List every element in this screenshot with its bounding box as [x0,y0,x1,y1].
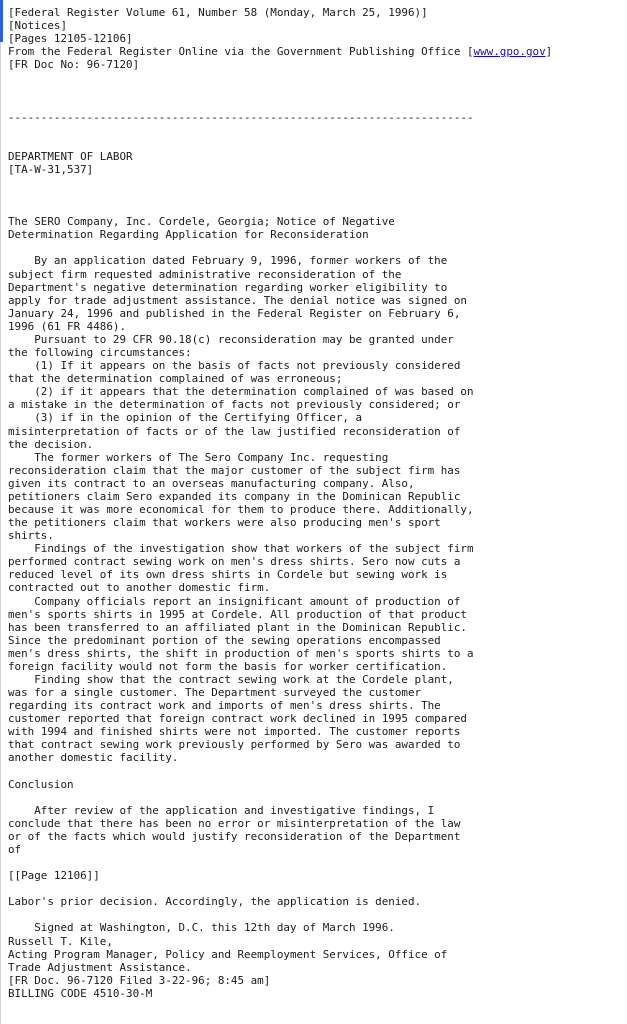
conclusion-text: After review of the application and investigative findings, I conclude that there has been no error or misinterpretation of the law or of the facts which would justify reconsideration of the Department of [8,803,461,856]
signatory-name: Russell T. Kile, [8,934,113,948]
notice-title-line1: The SERO Company, Inc. Cordele, Georgia; Notice of Negative [8,215,395,229]
fr-doc-filed-line: [FR Doc. 96-7120 Filed 3-22-96; 8:45 am] [8,973,271,987]
separator-line: ----------------------------------------------------------------------- [8,110,474,124]
header-pages-line: [Pages 12105-12106] [8,32,133,46]
header-source-suffix: ] [545,45,553,59]
body-text: By an application dated February 9, 1996, former workers of the subject firm requested administrative reconsideration of the Department's negative determination regarding worker eligibility to apply for trade adjustment assistance. The denial notice was signed on January 24, 1996 and published in the Federal Register on February 6, 1996 (61 FR 4486). Pursuant to 29 CFR 90.18(c) reconsideration may be granted under the following circumstances: (1) If it appears on the basis of facts not previously considered that the determination complained of was erroneous; (2) if it appears that the determination complained of was based on a mistake in the determination of facts not previously considered; or (3) if in the opinion of the Certifying Officer, a misinterpretation of facts or of the law justified reconsideration of the decision. The former workers of The Sero Company Inc. requesting reconsideration claim that the major customer of the subject firm has given its contract to an overseas manufacturing company. Also, petitioners claim Sero expanded its company in the Dominican Republic because it was more economical for them to produce there. Additionally, the petitioners claim that workers were also producing men's sport shirts. Findings of the investigation show that workers of the subject firm performed contract sewing work on men's dress shirts. Sero now cuts a reduced level of its own dress shirts in Cordele but sewing work is contracted out to another domestic firm. Company officials report an insignificant amount of production of men's sports shirts in 1995 at Cordele. All production of that product has been transferred to an affiliated plant in the Dominican Republic. Since the predominant portion of the sewing operations encompassed men's dress shirts, the shift in production of men's sports shirts to a foreign facility would not form the basis for worker certification. Finding show that the contract sewing work at the Cordele plant, was for a single customer. The Department surveyed the customer regarding its contract work and imports of men's dress shirts. The customer reported that foreign contract work declined in 1995 compared with 1994 and finished shirts were not imported. The customer reports that contract sewing work previously performed by Sero was awarded to another domestic facility. [8,254,474,765]
billing-code: BILLING CODE 4510-30-M [8,986,153,1000]
agency-name: DEPARTMENT OF LABOR [8,149,133,163]
conclusion-heading: Conclusion [8,777,74,791]
document-text [8,6,552,1000]
left-edge-rule [0,0,1,1024]
header-notices-line: [Notices] [8,19,68,33]
signatory-title-line2: Trade Adjustment Assistance. [8,960,192,974]
gpo-link[interactable]: www.gpo.gov [473,45,546,59]
decision-text: Labor's prior decision. Accordingly, the application is denied. [8,895,422,909]
docket-number: [TA-W-31,537] [8,162,94,176]
signatory-title-line1: Acting Program Manager, Policy and Reemployment Services, Office of [8,947,448,961]
page-marker: [[Page 12106]] [8,869,100,883]
signed-line: Signed at Washington, D.C. this 12th day of March 1996. [8,921,395,935]
header-source-prefix: From the Federal Register Online via the Government Publishing Office [ [8,45,474,59]
header-fr-doc-no: [FR Doc No: 96-7120] [8,58,140,72]
header-volume-line: [Federal Register Volume 61, Number 58 (Monday, March 25, 1996)] [8,6,428,19]
notice-title-line2: Determination Regarding Application for Reconsideration [8,228,369,242]
scroll-indicator [0,0,3,42]
